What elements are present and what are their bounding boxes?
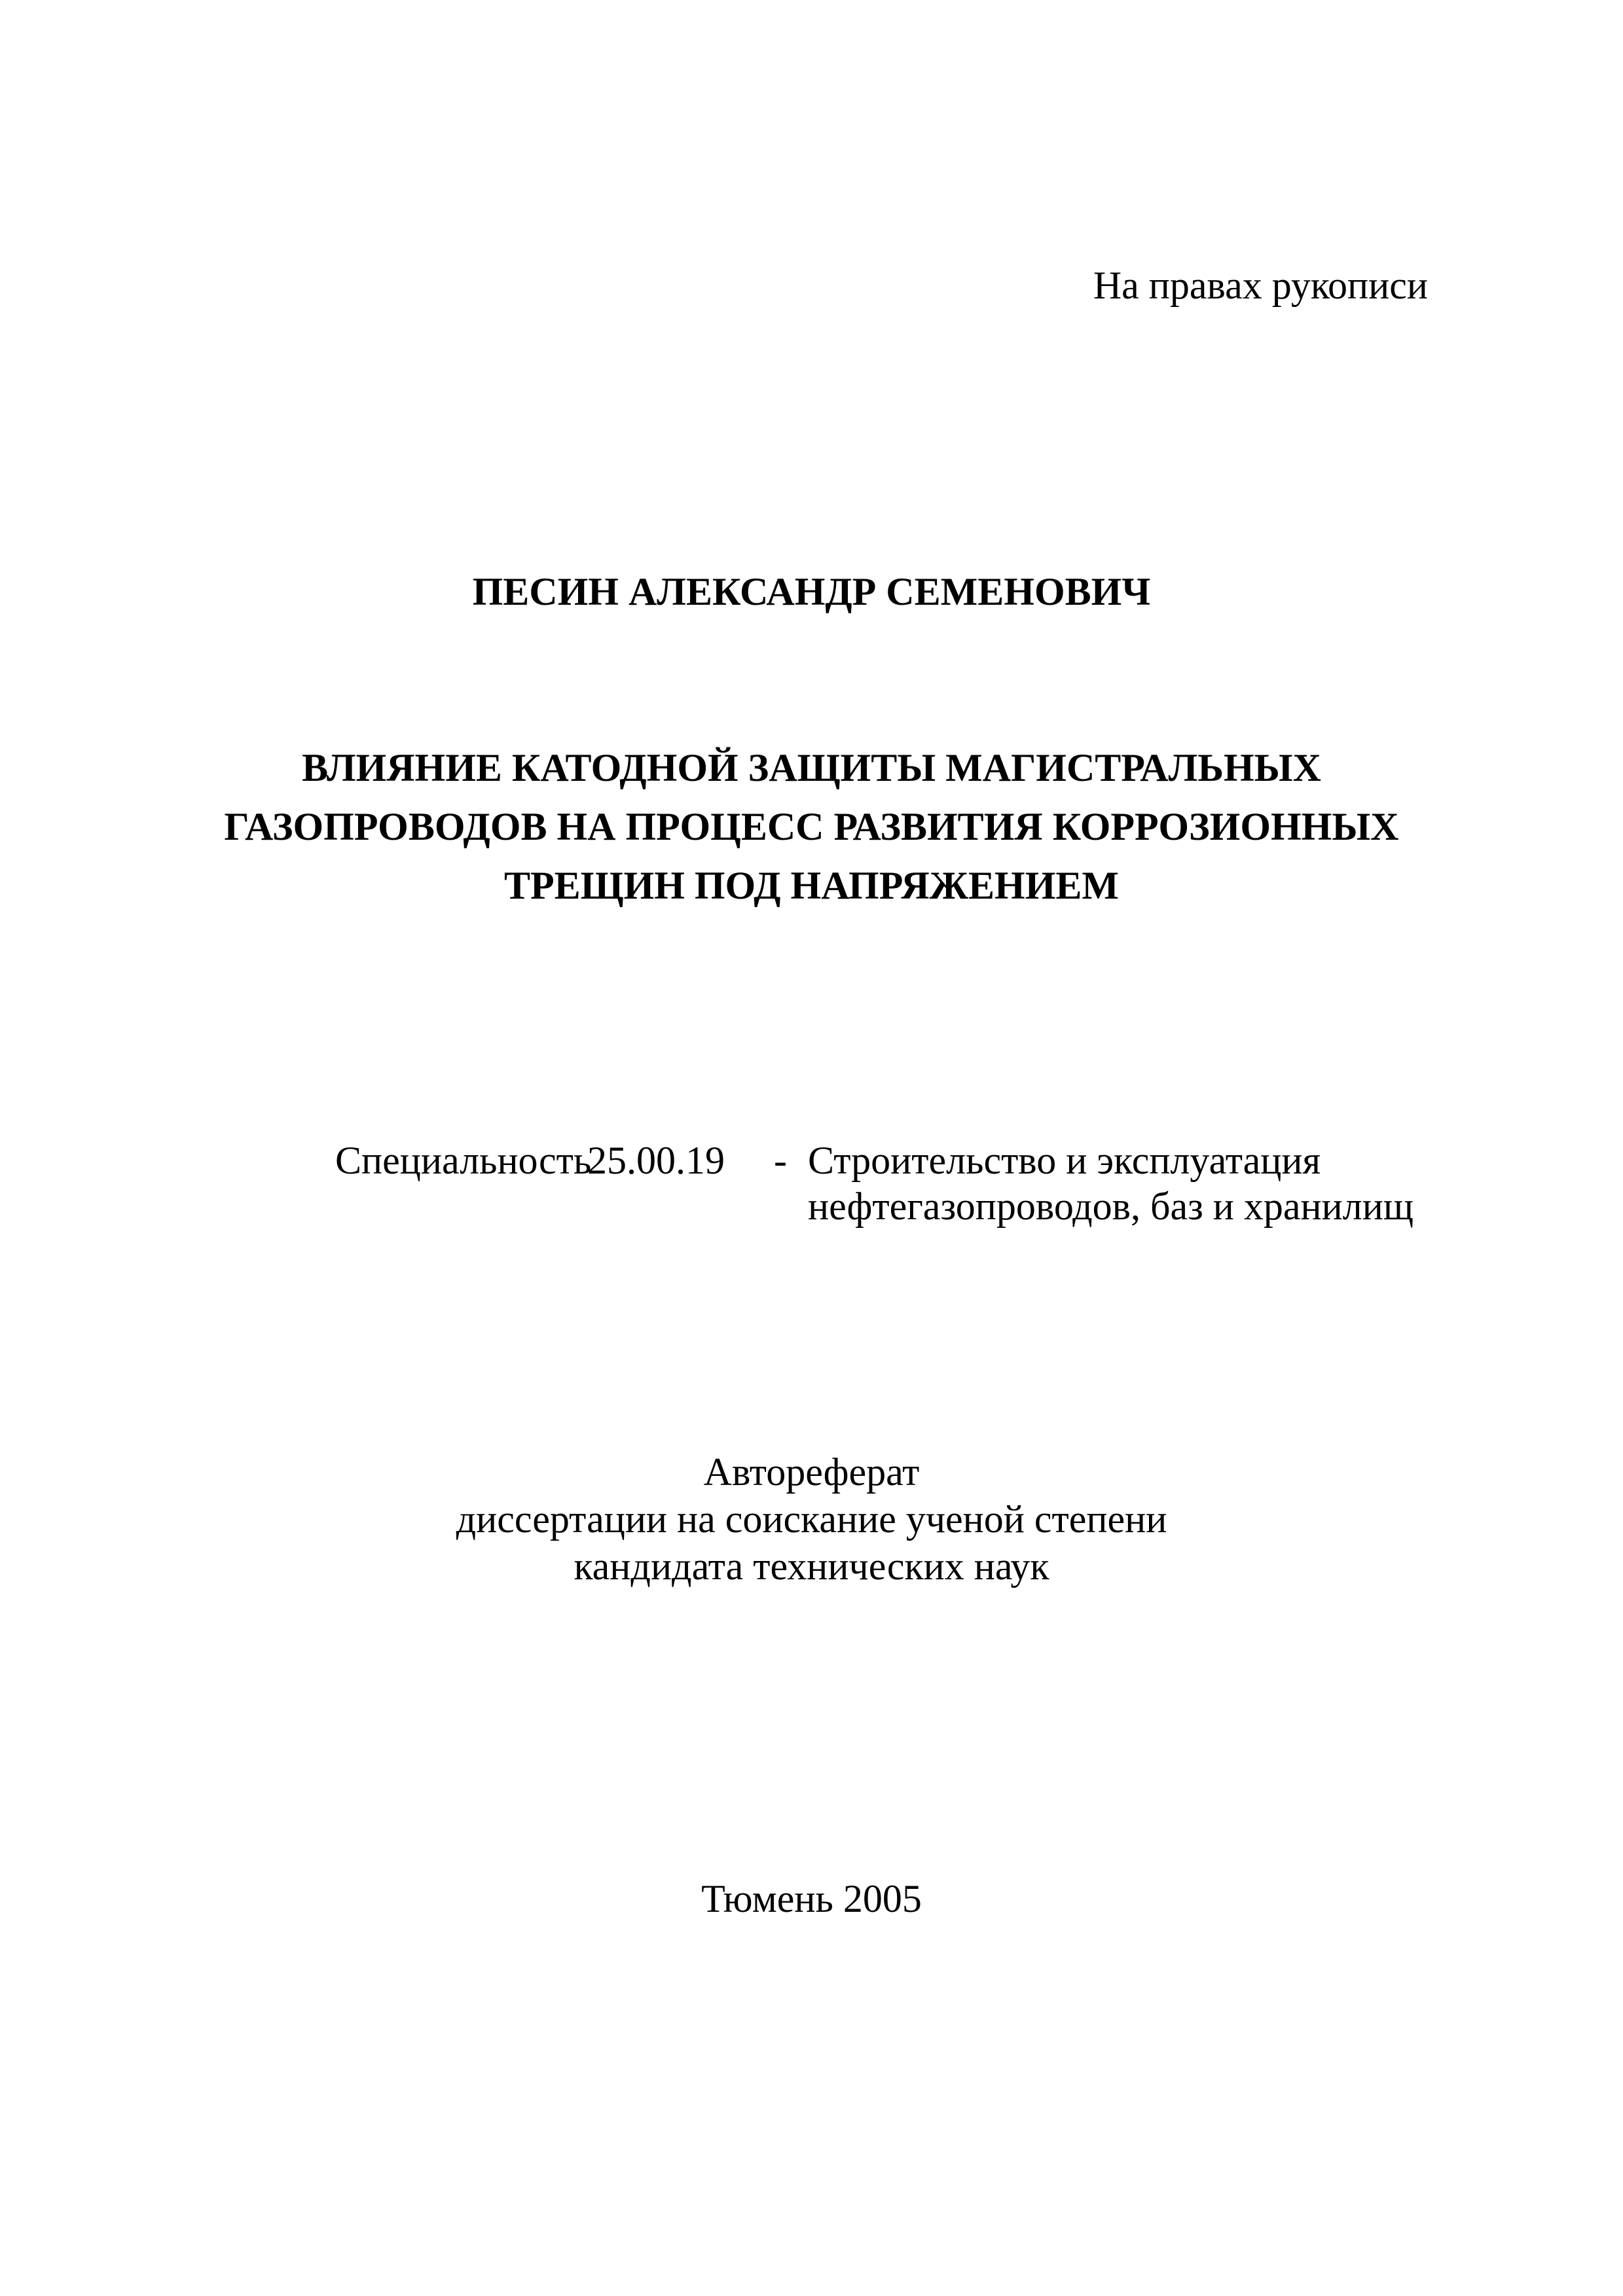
title-line: ТРЕЩИН ПОД НАПРЯЖЕНИЕМ xyxy=(503,864,1120,907)
manuscript-note: На правах рукописи xyxy=(1093,264,1428,307)
abstract-line: Автореферат xyxy=(703,1450,920,1494)
title-line: ГАЗОПРОВОДОВ НА ПРОЦЕСС РАЗВИТИЯ КОРРОЗИОННЫХ xyxy=(224,805,1399,848)
dissertation-title xyxy=(0,738,1623,915)
specialty-name-line-2: нефтегазопроводов, баз и хранилищ xyxy=(808,1185,1414,1228)
abstract-line: диссертации на соискание ученой степени xyxy=(456,1498,1167,1541)
specialty-row-2 xyxy=(335,1183,1413,1229)
specialty-dash: - xyxy=(774,1139,787,1182)
specialty-label: Специальность xyxy=(335,1139,592,1182)
author-name: ПЕСИН АЛЕКСАНДР СЕМЕНОВИЧ xyxy=(472,570,1151,613)
specialty-row-1 xyxy=(335,1138,1413,1183)
place-and-year: Тюмень 2005 xyxy=(701,1877,922,1920)
specialty-name-line-1: Строительство и эксплуатация xyxy=(808,1139,1321,1182)
title-line: ВЛИЯНИЕ КАТОДНОЙ ЗАЩИТЫ МАГИСТРАЛЬНЫХ xyxy=(302,746,1321,789)
abstract-line: кандидата технических наук xyxy=(574,1545,1049,1588)
specialty-code: 25.00.19 xyxy=(587,1139,725,1182)
specialty-block xyxy=(335,1138,1413,1229)
abstract-block xyxy=(0,1448,1623,1590)
